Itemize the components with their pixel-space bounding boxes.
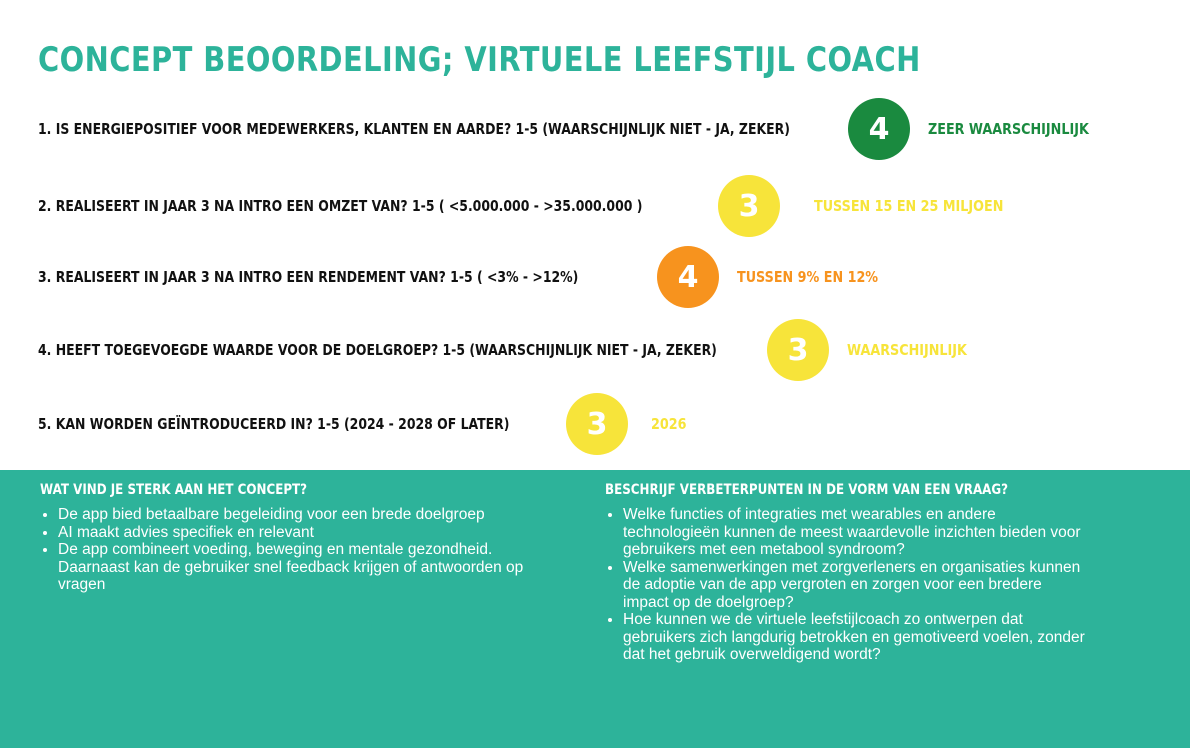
question-text: 4. HEEFT TOEGEVOEGDE WAARDE VOOR DE DOELGROEP? 1-5 (WAARSCHIJNLIJK NIET - JA, ZEKER) [38,341,717,359]
score-verdict: ZEER WAARSCHIJNLIJK [928,120,1089,138]
list-item: • De app combineert voeding, beweging en mentale gezondheid. Daarnaast kan de gebruiker snel feedback krijgen of antwoorden op vragen [58,541,540,594]
improvements-heading: BESCHRIJF VERBETERPUNTEN IN DE VORM VAN EEN VRAAG? [605,482,1009,498]
list-item: • AI maakt advies specifiek en relevant [58,524,540,542]
improvements-section [605,482,1085,664]
question-text: 2. REALISEERT IN JAAR 3 NA INTRO EEN OMZET VAN? 1-5 ( <5.000.000 - >35.000.000 ) [38,197,643,215]
score-badge: 4 [848,98,910,160]
feedback-panel [0,470,1190,748]
question-text: 1. IS ENERGIEPOSITIEF VOOR MEDEWERKERS, KLANTEN EN AARDE? 1-5 (WAARSCHIJNLIJK NIET - JA, ZEKER) [38,120,790,138]
score-verdict: 2026 [651,415,687,433]
question-row-4 [0,318,1190,382]
question-row-2 [0,174,1190,238]
score-badge: 3 [767,319,829,381]
list-item: • De app bied betaalbare begeleiding voor een brede doelgroep [58,506,540,524]
improvements-list [605,506,1085,664]
question-row-1 [0,97,1190,161]
score-badge: 4 [657,246,719,308]
score-badge: 3 [718,175,780,237]
page-title: CONCEPT BEOORDELING; VIRTUELE LEEFSTIJL COACH [38,40,921,80]
score-verdict: WAARSCHIJNLIJK [847,341,967,359]
score-verdict: TUSSEN 9% EN 12% [737,268,879,286]
score-badge: 3 [566,393,628,455]
strengths-heading: WAT VIND JE STERK AAN HET CONCEPT? [40,482,308,498]
question-row-5 [0,392,1190,456]
list-item: • Hoe kunnen we de virtuele leefstijlcoach zo ontwerpen dat gebruikers zich langdurig betrokken en gemotiveerd voelen, zonder dat het gebruik overweldigend wordt? [623,611,1085,664]
question-text: 3. REALISEERT IN JAAR 3 NA INTRO EEN RENDEMENT VAN? 1-5 ( <3% - >12%) [38,268,579,286]
list-item: • Welke functies of integraties met wearables en andere technologieën kunnen de meest waardevolle inzichten bieden voor gebruikers met een metabool syndroom? [623,506,1085,559]
strengths-list [40,506,540,594]
score-verdict: TUSSEN 15 EN 25 MILJOEN [814,197,1004,215]
question-row-3 [0,245,1190,309]
strengths-section [40,482,540,594]
list-item: • Welke samenwerkingen met zorgverleners en organisaties kunnen de adoptie van de app vergroten en zorgen voor een bredere impact op de doelgroep? [623,559,1085,612]
question-text: 5. KAN WORDEN GEÏNTRODUCEERD IN? 1-5 (2024 - 2028 OF LATER) [38,415,510,433]
